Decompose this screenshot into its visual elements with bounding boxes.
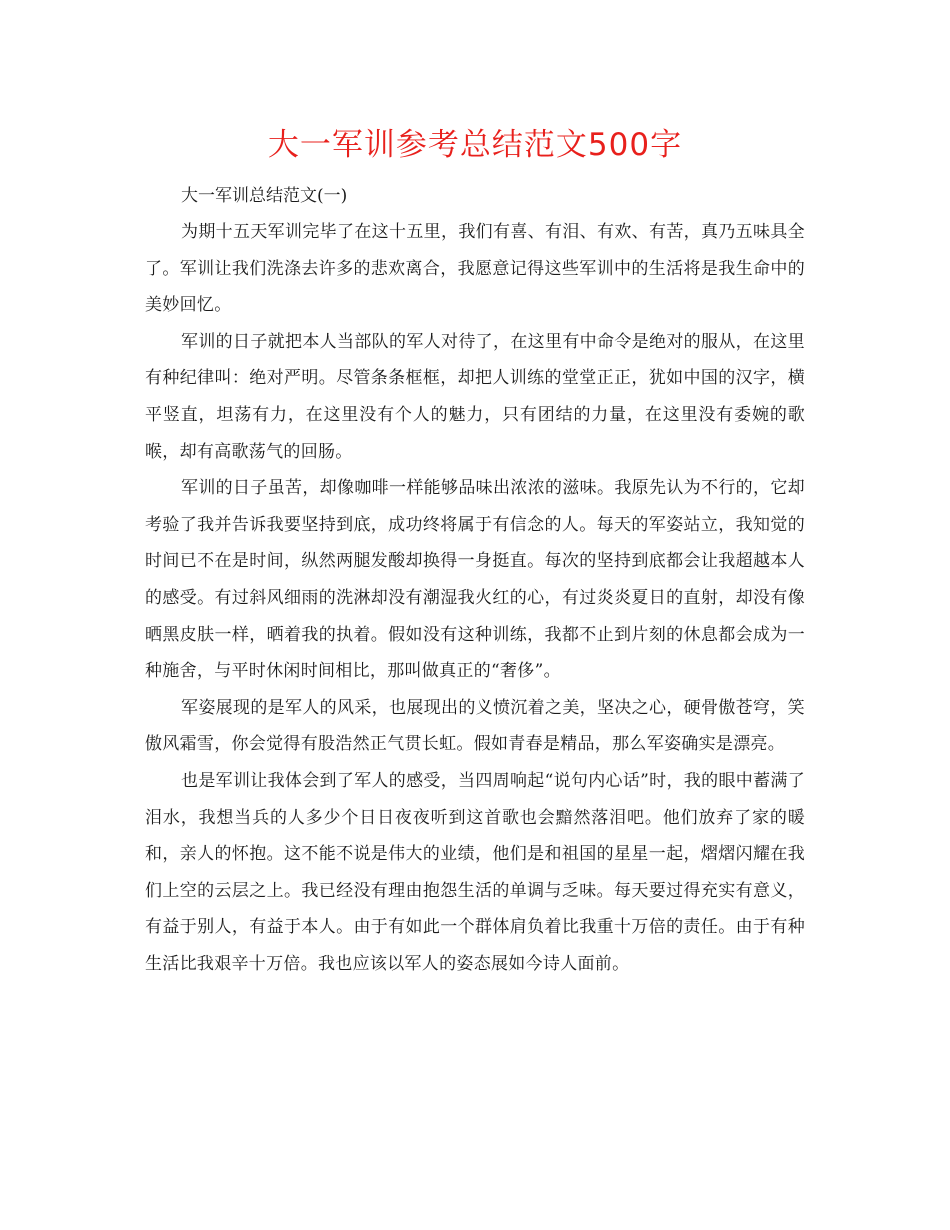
paragraph-4: 军姿展现的是军人的风采，也展现出的义愤沉着之美，坚决之心，硬骨傲苍穹，笑傲风霜雪，你会觉得有股浩然正气贯长虹。假如青春是精品，那么军姿确实是漂亮。 [145, 697, 805, 755]
document-page [145, 118, 805, 982]
document-subtitle: 大一军训总结范文(一) [181, 186, 348, 206]
document-title: 大一军训参考总结范文500字 [267, 127, 683, 163]
paragraph-5: 也是军训让我体会到了军人的感受，当四周响起“说句内心话”时，我的眼中蓄满了泪水，我想当兵的人多少个日日夜夜听到这首歌也会黯然落泪吧。他们放弃了家的暖和，亲人的怀抱。这不能不说是伟大的业绩，他们是和祖国的星星一起，熠熠闪耀在我们上空的云层之上。我已经没有理由抱怨生活的单调与乏味。每天要过得充实有意义，有益于别人，有益于本人。由于有如此一个群体肩负着比我重十万倍的责任。由于有种生活比我艰辛十万倍。我也应该以军人的姿态展如今诗人面前。 [145, 770, 805, 974]
paragraph-3: 军训的日子虽苦，却像咖啡一样能够品味出浓浓的滋味。我原先认为不行的，它却考验了我并告诉我要坚持到底，成功终将属于有信念的人。每天的军姿站立，我知觉的时间已不在是时间，纵然两腿发酸却换得一身挺直。每次的坚持到底都会让我超越本人的感受。有过斜风细雨的洗淋却没有潮湿我火红的心，有过炎炎夏日的直射，却没有像晒黑皮肤一样，晒着我的执着。假如没有这种训练，我都不止到片刻的休息都会成为一种施舍，与平时休闲时间相比，那叫做真正的“奢侈”。 [145, 478, 805, 682]
paragraph-1: 为期十五天军训完毕了在这十五里，我们有喜、有泪、有欢、有苦，真乃五味具全了。军训让我们洗涤去许多的悲欢离合，我愿意记得这些军训中的生活将是我生命中的美妙回忆。 [145, 222, 805, 316]
paragraph-2: 军训的日子就把本人当部队的军人对待了，在这里有中命令是绝对的服从，在这里有种纪律叫：绝对严明。尽管条条框框，却把人训练的堂堂正正，犹如中国的汉字，横平竖直，坦荡有力，在这里没有个人的魅力，只有团结的力量，在这里没有委婉的歌喉，却有高歌荡气的回肠。 [145, 331, 805, 462]
